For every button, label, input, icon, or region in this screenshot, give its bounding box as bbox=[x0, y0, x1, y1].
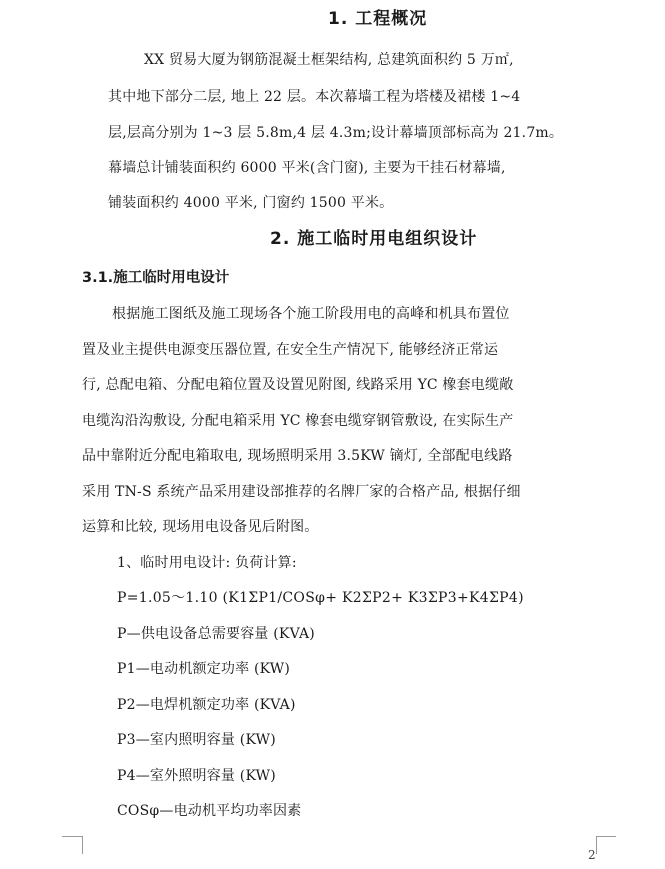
page-number: 2 bbox=[588, 848, 596, 862]
load-calc-title: 1、临时用电设计: 负荷计算: bbox=[117, 555, 297, 571]
design-line-4: 电缆沟沿沟敷设, 分配电箱采用 YC 橡套电缆穿钢管敷设, 在实际生产 bbox=[82, 413, 514, 429]
margin-mark-left-vertical bbox=[66, 836, 83, 854]
heading-power-design: 3.1.施工临时用电设计 bbox=[82, 270, 230, 286]
design-line-3: 行, 总配电箱、分配电箱位置及设置见附图, 线路采用 YC 橡套电缆敞 bbox=[82, 377, 514, 393]
design-line-1: 根据施工图纸及施工现场各个施工阶段用电的高峰和机具布置位 bbox=[112, 306, 510, 322]
margin-mark-right-vertical bbox=[596, 836, 597, 854]
definition-p2: P2—电焊机额定功率 (KVA) bbox=[117, 697, 296, 713]
definition-p3: P3—室内照明容量 (KW) bbox=[117, 732, 276, 748]
design-line-7: 运算和比较, 现场用电设备见后附图。 bbox=[82, 519, 319, 535]
load-formula: P=1.05～1.10 (K1ΣP1/COSφ+ K2ΣP2+ K3ΣP3+K4ΣP4) bbox=[117, 590, 524, 606]
design-line-2: 置及业主提供电源变压器位置, 在安全生产情况下, 能够经济正常运 bbox=[82, 342, 499, 358]
heading-project-overview: 1. 工程概况 bbox=[328, 9, 428, 29]
definition-p: P—供电设备总需要容量 (KVA) bbox=[117, 626, 315, 642]
overview-line-2: 其中地下部分二层, 地上 22 层。本次幕墙工程为塔楼及裙楼 1~4 bbox=[108, 89, 521, 105]
heading-temporary-power: 2. 施工临时用电组织设计 bbox=[270, 229, 478, 249]
overview-line-4: 幕墙总计铺装面积约 6000 平米(含门窗), 主要为干挂石材幕墙, bbox=[108, 160, 506, 176]
definition-p4: P4—室外照明容量 (KW) bbox=[117, 768, 276, 784]
overview-line-5: 铺装面积约 4000 平米, 门窗约 1500 平米。 bbox=[108, 195, 394, 211]
design-line-6: 采用 TN-S 系统产品采用建设部推荐的名牌厂家的合格产品, 根据仔细 bbox=[82, 484, 521, 500]
definition-cos-phi: COSφ—电动机平均功率因素 bbox=[117, 803, 302, 819]
margin-mark-right-horizontal bbox=[596, 836, 616, 837]
overview-line-1: XX 贸易大厦为钢筋混凝土框架结构, 总建筑面积约 5 万㎡, bbox=[144, 52, 514, 68]
definition-p1: P1—电动机额定功率 (KW) bbox=[117, 661, 291, 677]
overview-line-3: 层,层高分别为 1~3 层 5.8m,4 层 4.3m;设计幕墙顶部标高为 21.7m。 bbox=[108, 125, 564, 141]
design-line-5: 品中靠附近分配电箱取电, 现场照明采用 3.5KW 镝灯, 全部配电线路 bbox=[82, 448, 513, 464]
